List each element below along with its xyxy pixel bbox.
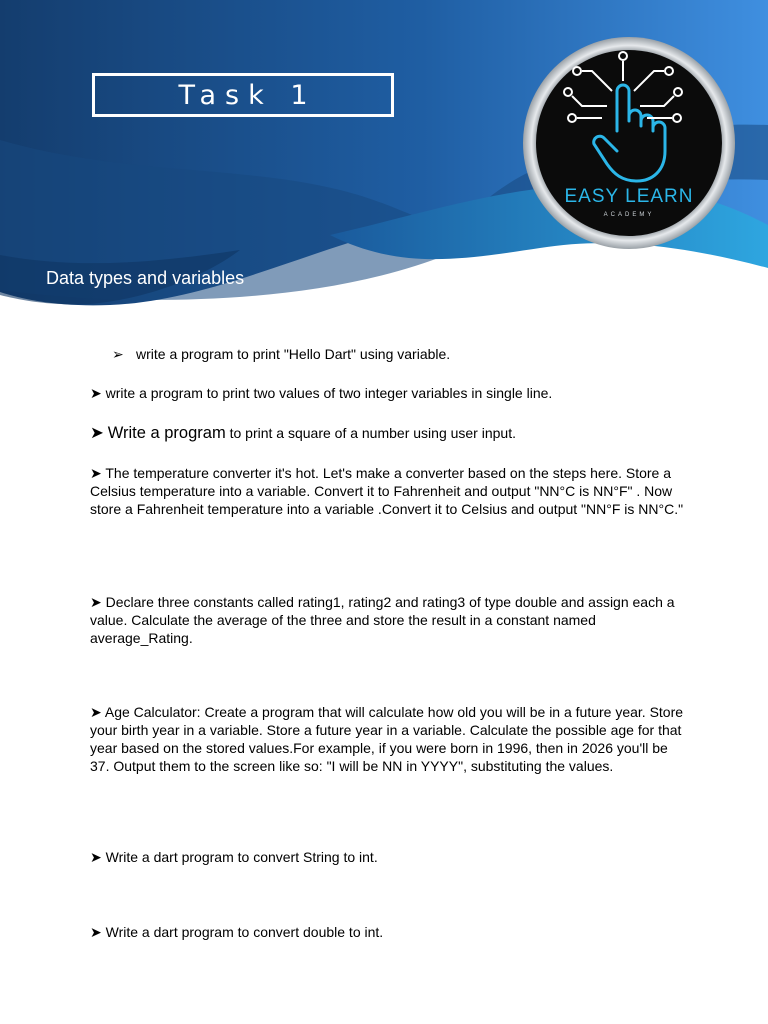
list-item	[90, 464, 690, 518]
list-item	[90, 424, 690, 442]
bullet-icon: ➤	[90, 424, 104, 442]
list-item-text: write a program to print "Hello Dart" using variable.	[136, 346, 451, 362]
list-item	[90, 848, 690, 866]
task-title: Task 1	[178, 79, 317, 111]
list-item	[90, 923, 690, 941]
list-item	[90, 703, 690, 775]
bullet-icon: ➢	[112, 346, 124, 362]
logo-name: EASY LEARN	[564, 186, 694, 207]
list-item-text: Write a dart program to convert double to int.	[105, 924, 384, 940]
bullet-icon: ➤	[90, 704, 102, 720]
task-title-box	[92, 73, 394, 117]
list-item-lead: Write a program	[107, 424, 226, 442]
bullet-icon: ➤	[90, 594, 102, 610]
list-item-text: to print a square of a number using user input.	[229, 425, 516, 441]
list-item	[90, 593, 690, 647]
bullet-icon: ➤	[90, 849, 102, 865]
bullet-icon: ➤	[90, 924, 102, 940]
list-item-text: Declare three constants called rating1, rating2 and rating3 of type double and assign each a value. Calculate the average of the three and store the result in a constant named average_Rating.	[90, 594, 675, 646]
list-item-text: Age Calculator: Create a program that will calculate how old you will be in a future year. Store your birth year in a variable. Store a future year in a variable. Calculate the possible age for that year based on the stored values.For example, if you were born in 1996, then in 2026 you'll be 37. Output them to the screen like so: "I will be NN in YYYY", substituting the values.	[90, 704, 684, 774]
bullet-icon: ➤	[90, 465, 102, 481]
list-item-text: write a program to print two values of two integer variables in single line.	[105, 385, 553, 401]
list-item	[90, 384, 690, 402]
list-item-text: The temperature converter it's hot. Let's make a converter based on the steps here. Store a Celsius temperature into a variable. Convert it to Fahrenheit and output "NN°C is NN°F" . Now store a Fahrenheit temperature into a variable .Convert it to Celsius and output "NN°F is NN°C."	[90, 465, 684, 517]
section-subtitle: Data types and variables	[46, 268, 245, 288]
list-item	[112, 346, 450, 363]
logo-subtitle: ACADEMY	[603, 212, 655, 218]
list-item-text: Write a dart program to convert String to int.	[105, 849, 378, 865]
bullet-icon: ➤	[90, 385, 102, 401]
